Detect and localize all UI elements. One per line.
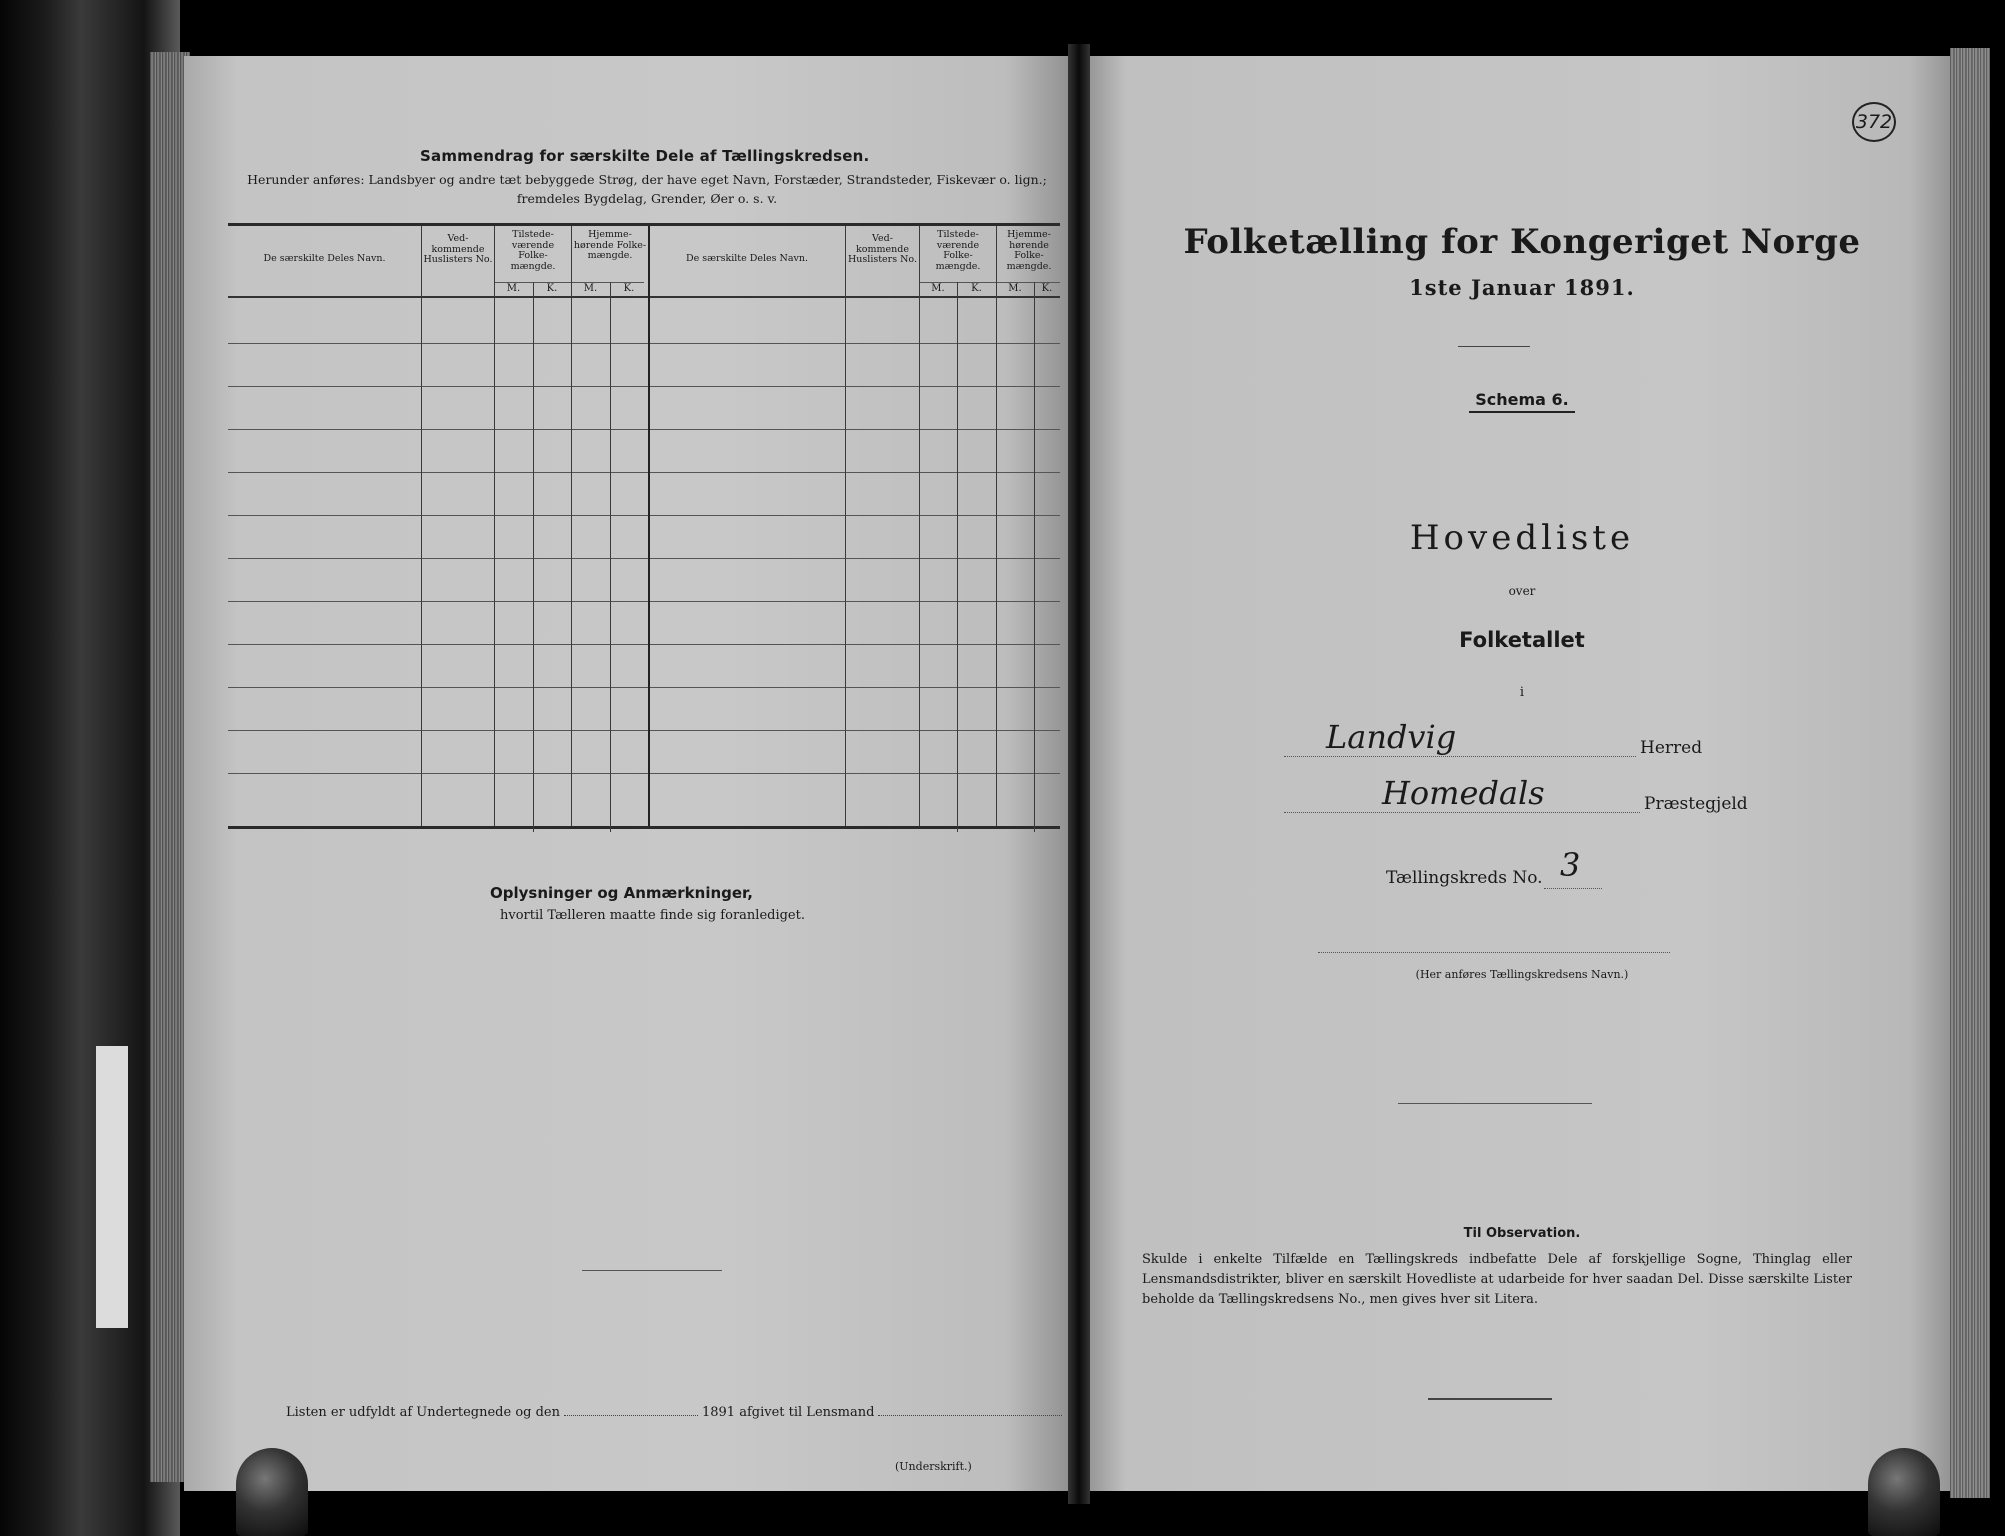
table-row <box>228 429 1060 430</box>
table-row <box>228 472 1060 473</box>
subheader-m: M. <box>506 283 521 294</box>
herred-handwritten: Landvig <box>1326 718 1457 756</box>
table-row <box>228 343 1060 344</box>
schema-text: Schema 6. <box>1469 390 1575 413</box>
kreds-label: Tællingskreds No. <box>1386 868 1543 888</box>
table-row <box>228 773 1060 774</box>
col-divider <box>421 226 422 826</box>
notes-subtitle: hvortil Tælleren maatte finde sig foranlediget. <box>500 908 805 923</box>
page-edges-right <box>1950 48 1990 1498</box>
i-text: i <box>1519 685 1525 700</box>
subheader-m: M. <box>583 283 598 294</box>
table-row <box>228 386 1060 387</box>
col-divider <box>957 282 958 832</box>
kreds-name-hint: (Her anføres Tællingskredsens Navn.) <box>1415 968 1629 981</box>
table-row <box>228 730 1060 731</box>
subheader-k: K. <box>546 283 558 294</box>
prestegjeld-label: Præstegjeld <box>1644 794 1748 814</box>
col-divider <box>919 226 920 826</box>
header-present-right: Tilstede-værende Folke-mængde. <box>935 229 981 272</box>
footer-start: Listen er udfyldt af Undertegnede og den <box>286 1405 560 1420</box>
page-number-stamp: 372 <box>1852 102 1896 142</box>
subheader-k: K. <box>1041 283 1053 294</box>
table-row <box>228 515 1060 516</box>
kreds-number-handwritten: 3 <box>1560 846 1581 884</box>
kreds-name-fill-line <box>1318 952 1670 953</box>
col-divider <box>1034 282 1035 832</box>
lensmand-fill-line <box>878 1406 1062 1416</box>
schema-label <box>1082 390 1962 409</box>
notes-rule <box>582 1270 722 1271</box>
summary-title: Sammendrag for særskilte Dele af Tællingskredsen. <box>420 147 870 165</box>
header-resident-left: Hjemme-hørende Folke-mængde. <box>573 229 647 261</box>
subheading: Folketallet <box>1459 628 1585 652</box>
census-date: 1ste Januar 1891. <box>1409 275 1635 300</box>
observation-text: Skulde i enkelte Tilfælde en Tællingskreds indbefatte Dele af forskjellige Sogne, Thinglag eller Lensmandsdistrikter, bliver en særskilt Hovedliste at udarbeide for hver saadan Del. Disse særskilte Lister beholde da Tællingskredsens No., men gives hver sit Litera. <box>1142 1252 1852 1307</box>
subheader-k: K. <box>971 283 982 294</box>
signature-label: (Underskrift.) <box>895 1460 972 1473</box>
header-households-left: Ved-kommende Huslisters No. <box>423 233 493 265</box>
notes-title: Oplysninger og Anmærkninger, <box>490 884 753 902</box>
spine-label-strip <box>96 1046 128 1328</box>
section-rule <box>1398 1103 1592 1104</box>
main-heading: Hovedliste <box>1409 518 1635 558</box>
prestegjeld-fill-line <box>1284 812 1640 813</box>
summary-subtitle-line1: Herunder anføres: Landsbyer og andre tæt bebyggede Strøg, der have eget Navn, Forstæder, Strandsteder, Fiskevær o. lign.; <box>247 172 1047 187</box>
header-name-right: De særskilte Deles Navn. <box>685 253 809 264</box>
book-gutter <box>1068 44 1090 1504</box>
header-resident-right: Hjemme-hørende Folke-mængde. <box>1006 229 1052 272</box>
table-header-divider <box>228 296 1060 298</box>
footer-year: 1891 afgivet til Lensmand <box>701 1405 875 1420</box>
header-households-right: Ved-kommende Huslisters No. <box>848 233 917 265</box>
table-row <box>228 558 1060 559</box>
prestegjeld-handwritten: Homedals <box>1382 774 1545 812</box>
col-divider <box>494 226 495 826</box>
date-fill-line <box>564 1406 698 1416</box>
book-clasp-left <box>236 1448 308 1536</box>
observation-title: Til Observation. <box>1463 1226 1581 1241</box>
title-rule <box>1458 346 1530 347</box>
col-divider <box>610 282 611 832</box>
col-divider <box>533 282 534 832</box>
summary-subtitle <box>232 170 1062 208</box>
col-divider <box>571 226 572 826</box>
table-row <box>228 601 1060 602</box>
kreds-fill-line <box>1544 888 1602 889</box>
herred-fill-line <box>1284 756 1636 757</box>
subheader-k: K. <box>623 283 635 294</box>
summary-table <box>228 223 1060 829</box>
over-text: over <box>1508 584 1536 598</box>
herred-label: Herred <box>1640 738 1703 758</box>
col-divider-center <box>648 226 650 826</box>
subheader-m: M. <box>931 283 945 294</box>
table-row <box>228 644 1060 645</box>
header-name-left: De særskilte Deles Navn. <box>263 253 386 264</box>
subheader-m: M. <box>1008 283 1022 294</box>
header-present-left: Tilstede-værende Folke-mængde. <box>510 229 556 272</box>
col-divider <box>996 226 997 826</box>
book-clasp-right <box>1868 1448 1940 1536</box>
footer-line <box>286 1405 1066 1420</box>
bottom-rule <box>1428 1398 1552 1400</box>
col-divider <box>845 226 846 826</box>
census-title: Folketælling for Kongeriget Norge <box>1183 222 1861 262</box>
table-row <box>228 687 1060 688</box>
summary-subtitle-line2: fremdeles Bygdelag, Grender, Øer o. s. v. <box>516 191 778 206</box>
